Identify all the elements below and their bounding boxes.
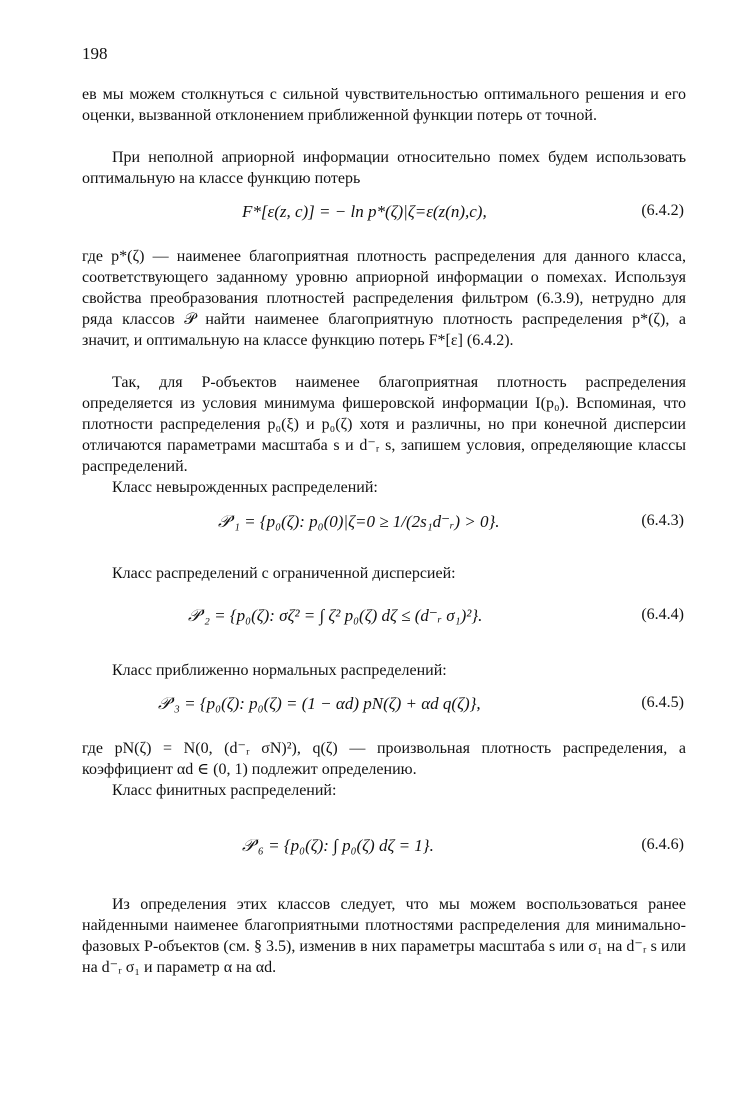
paragraph-5: Класс невырожденных распределений: [112,479,378,496]
paragraph-6: Класс распределений с ограниченной дисперсией: [112,565,456,582]
equation-number: (6.4.2) [641,202,684,219]
equation-number: (6.4.4) [641,606,684,623]
equation-body: 𝒫′₂ = {p₀(ζ): σζ² = ∫ ζ² p₀(ζ) dζ ≤ (d⁻ᵣ σ₁)²}. [188,606,483,625]
equation-body: 𝒫′₁ = {p₀(ζ): p₀(0)|ζ=0 ≥ 1/(2s₁d⁻ᵣ) > 0}. [218,512,500,531]
paragraph-3: где p*(ζ) — наименее благоприятная плотность распределения для данного класса, соответствующего заданному уровню априорной информации о помехах. Используя свойства преобразования плотностей распределения фильтром (6.3.9), нетрудно для ряда классов 𝒫 найти наименее благоприятную плотность распределения p*(ζ), а значит, и оптимальную на классе функцию потерь F*[ε] (6.4.2). [82,248,686,349]
equation-number: (6.4.5) [641,694,684,711]
equation-6-4-5 [82,686,686,726]
paragraph-2: При неполной априорной информации относительно помех будем использовать оптимальную на классе функцию потерь [82,149,686,187]
equation-6-4-3 [82,504,686,544]
equation-body: 𝒫′₃ = {p₀(ζ): p₀(ζ) = (1 − αd) pN(ζ) + αd q(ζ)}, [158,694,481,713]
equation-6-4-6 [82,828,686,868]
paragraph-4: Так, для P-объектов наименее благоприятная плотность распределения определяется из условия минимума фишеровской информации I(p₀). Вспоминая, что плотности распределения p₀(ξ) и p₀(ζ) хотя и различны, но при конечной дисперсии отличаются параметрами масштаба s и d⁻ᵣ s, запишем условия, определяющие классы распределений. [82,374,686,475]
paragraph-8: где pN(ζ) = N(0, (d⁻ᵣ σN)²), q(ζ) — произвольная плотность распределения, а коэффициент αd ∈ (0, 1) подлежит определению. [82,740,686,778]
paragraph-10: Из определения этих классов следует, что мы можем воспользоваться ранее найденными наименее благоприятными плотностями распределения для минимально-фазовых P-объектов (см. § 3.5), изменив в них параметры масштаба s или σ₁ на d⁻ᵣ s или на d⁻ᵣ σ₁ и параметр α на αd. [82,896,686,976]
equation-number: (6.4.3) [641,512,684,529]
equation-body: 𝒫′₆ = {p₀(ζ): ∫ p₀(ζ) dζ = 1}. [242,836,434,855]
paragraph-1: ев мы можем столкнуться с сильной чувствительностью оптимального решения и его оценки, вызванной отклонением приближенной функции потерь от точной. [82,86,686,124]
equation-number: (6.4.6) [641,836,684,853]
page-number: 198 [82,44,108,63]
equation-6-4-2 [82,194,686,234]
equation-6-4-4 [82,598,686,638]
paragraph-9: Класс финитных распределений: [112,782,337,799]
equation-body: F*[ε(z, c)] = − ln p*(ζ)|ζ=ε(z(n),c), [242,202,487,221]
paragraph-7: Класс приближенно нормальных распределений: [112,662,447,679]
